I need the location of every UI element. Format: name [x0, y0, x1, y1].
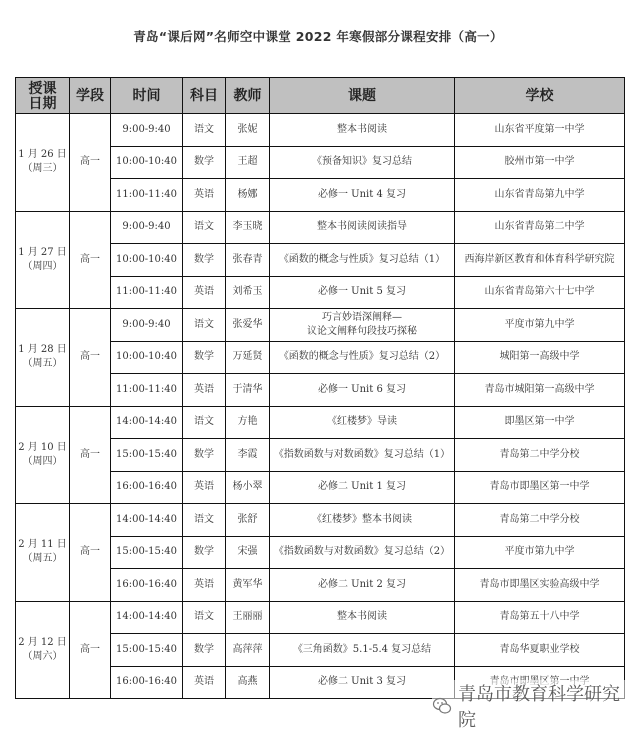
stage-cell: 高一: [70, 114, 111, 212]
subject-cell: 数学: [183, 536, 226, 569]
topic-cell: 必修一 Unit 5 复习: [270, 276, 455, 309]
date-cell: [16, 406, 70, 504]
teacher-cell: 黄军华: [226, 569, 270, 602]
schedule-table: [15, 77, 625, 699]
stage-cell: 高一: [70, 406, 111, 504]
teacher-cell: 李霞: [226, 439, 270, 472]
school-cell: 青岛市即墨区第一中学: [455, 471, 625, 504]
time-cell: 16:00-16:40: [111, 569, 183, 602]
time-cell: 10:00-10:40: [111, 146, 183, 179]
time-cell: 11:00-11:40: [111, 374, 183, 407]
date-label: 1 月 28 日: [18, 344, 67, 356]
topic-line2: 议论文阐释句段技巧探秘: [307, 325, 417, 337]
header-topic: 课题: [270, 78, 455, 114]
document-title: 青岛“课后网”名师空中课堂 2022 年寒假部分课程安排（高一）: [133, 29, 503, 44]
school-cell: 青岛第二中学分校: [455, 504, 625, 537]
date-cell: [16, 309, 70, 407]
weekday-label: （周五）: [22, 358, 63, 370]
subject-cell: 英语: [183, 276, 226, 309]
weekday-label: （周六）: [22, 650, 63, 662]
header-teacher: 教师: [226, 78, 270, 114]
header-subject: 科目: [183, 78, 226, 114]
stage-cell: 高一: [70, 309, 111, 407]
time-cell: 14:00-14:40: [111, 504, 183, 537]
date-label: 2 月 11 日: [18, 539, 67, 551]
subject-cell: 英语: [183, 374, 226, 407]
topic-cell: 《预备知识》复习总结: [270, 146, 455, 179]
header-stage: 学段: [70, 78, 111, 114]
school-cell: 山东省青岛第二中学: [455, 211, 625, 244]
time-cell: 10:00-10:40: [111, 244, 183, 277]
teacher-cell: 张舒: [226, 504, 270, 537]
time-cell: 9:00-9:40: [111, 211, 183, 244]
stage-cell: 高一: [70, 211, 111, 309]
teacher-cell: 张爱华: [226, 309, 270, 342]
topic-cell: 《函数的概念与性质》复习总结（2）: [270, 341, 455, 374]
header-row: [16, 78, 625, 114]
header-date: [16, 78, 70, 114]
time-cell: 9:00-9:40: [111, 114, 183, 147]
table-row: [16, 114, 625, 147]
weekday-label: （周三）: [22, 163, 63, 175]
header-date-line1: 授课: [28, 79, 57, 96]
topic-cell: 《指数函数与对数函数》复习总结（1）: [270, 439, 455, 472]
watermark-text: 青岛市教育科学研究院: [458, 684, 620, 731]
topic-cell: 《三角函数》5.1-5.4 复习总结: [270, 634, 455, 667]
teacher-cell: 高燕: [226, 666, 270, 699]
date-cell: [16, 114, 70, 212]
watermark: [432, 680, 636, 732]
time-cell: 9:00-9:40: [111, 309, 183, 342]
stage-cell: 高一: [70, 601, 111, 699]
topic-cell: 整本书阅读: [270, 601, 455, 634]
topic-cell: 《指数函数与对数函数》复习总结（2）: [270, 536, 455, 569]
header-school: 学校: [455, 78, 625, 114]
teacher-cell: 王超: [226, 146, 270, 179]
school-cell: 城阳第一高级中学: [455, 341, 625, 374]
weekday-label: （周四）: [22, 455, 63, 467]
time-cell: 16:00-16:40: [111, 666, 183, 699]
school-cell: 青岛华夏职业学校: [455, 634, 625, 667]
school-cell: 山东省青岛第九中学: [455, 179, 625, 212]
subject-cell: 英语: [183, 569, 226, 602]
topic-cell: 整本书阅读阅读指导: [270, 211, 455, 244]
subject-cell: 语文: [183, 504, 226, 537]
school-cell: 西海岸新区教育和体育科学研究院: [455, 244, 625, 277]
date-cell: [16, 601, 70, 699]
teacher-cell: 张春青: [226, 244, 270, 277]
topic-cell: 《红楼梦》导读: [270, 406, 455, 439]
topic-cell: 《函数的概念与性质》复习总结（1）: [270, 244, 455, 277]
subject-cell: 数学: [183, 146, 226, 179]
subject-cell: 语文: [183, 406, 226, 439]
teacher-cell: 张妮: [226, 114, 270, 147]
teacher-cell: 方艳: [226, 406, 270, 439]
subject-cell: 数学: [183, 244, 226, 277]
subject-cell: 语文: [183, 211, 226, 244]
date-cell: [16, 504, 70, 602]
subject-cell: 数学: [183, 439, 226, 472]
time-cell: 16:00-16:40: [111, 471, 183, 504]
topic-cell: 必修二 Unit 2 复习: [270, 569, 455, 602]
teacher-cell: 杨小翠: [226, 471, 270, 504]
school-cell: 青岛市即墨区实验高级中学: [455, 569, 625, 602]
date-label: 1 月 27 日: [18, 246, 67, 258]
subject-cell: 语文: [183, 309, 226, 342]
weekday-label: （周四）: [22, 260, 63, 272]
time-cell: 14:00-14:40: [111, 601, 183, 634]
topic-cell: 必修一 Unit 6 复习: [270, 374, 455, 407]
teacher-cell: 刘希玉: [226, 276, 270, 309]
subject-cell: 语文: [183, 114, 226, 147]
school-cell: 青岛第二中学分校: [455, 439, 625, 472]
topic-cell: 整本书阅读: [270, 114, 455, 147]
date-label: 2 月 10 日: [18, 441, 67, 453]
teacher-cell: 高萍萍: [226, 634, 270, 667]
table-row: [16, 601, 625, 634]
subject-cell: 英语: [183, 471, 226, 504]
school-cell: 山东省青岛第六十七中学: [455, 276, 625, 309]
weekday-label: （周五）: [22, 553, 63, 565]
school-cell: 即墨区第一中学: [455, 406, 625, 439]
subject-cell: 数学: [183, 634, 226, 667]
table-row: [16, 309, 625, 342]
topic-cell: 必修二 Unit 3 复习: [270, 666, 455, 699]
school-cell: 平度市第九中学: [455, 536, 625, 569]
school-cell: 平度市第九中学: [455, 309, 625, 342]
time-cell: 15:00-15:40: [111, 634, 183, 667]
topic-cell: 《红楼梦》整本书阅读: [270, 504, 455, 537]
school-cell: 青岛第五十八中学: [455, 601, 625, 634]
schedule-body: [16, 114, 625, 699]
topic-cell: [270, 309, 455, 342]
teacher-cell: 王丽丽: [226, 601, 270, 634]
topic-line1: 巧言妙语深阐释—: [322, 311, 402, 323]
header-date-line2: 日期: [28, 94, 57, 111]
teacher-cell: 宋强: [226, 536, 270, 569]
teacher-cell: 杨娜: [226, 179, 270, 212]
topic-cell: 必修一 Unit 4 复习: [270, 179, 455, 212]
table-row: [16, 406, 625, 439]
time-cell: 14:00-14:40: [111, 406, 183, 439]
table-row: [16, 504, 625, 537]
teacher-cell: 李玉晓: [226, 211, 270, 244]
teacher-cell: 于清华: [226, 374, 270, 407]
date-cell: [16, 211, 70, 309]
subject-cell: 数学: [183, 341, 226, 374]
school-cell: 山东省平度第一中学: [455, 114, 625, 147]
school-cell: 胶州市第一中学: [455, 146, 625, 179]
time-cell: 11:00-11:40: [111, 276, 183, 309]
header-time: 时间: [111, 78, 183, 114]
school-cell: 青岛市城阳第一高级中学: [455, 374, 625, 407]
teacher-cell: 万延贤: [226, 341, 270, 374]
stage-cell: 高一: [70, 504, 111, 602]
date-label: 1 月 26 日: [18, 149, 67, 161]
subject-cell: 英语: [183, 179, 226, 212]
table-row: [16, 211, 625, 244]
topic-cell: 必修二 Unit 1 复习: [270, 471, 455, 504]
time-cell: 11:00-11:40: [111, 179, 183, 212]
time-cell: 10:00-10:40: [111, 341, 183, 374]
time-cell: 15:00-15:40: [111, 536, 183, 569]
time-cell: 15:00-15:40: [111, 439, 183, 472]
subject-cell: 英语: [183, 666, 226, 699]
subject-cell: 语文: [183, 601, 226, 634]
wechat-icon: [432, 696, 452, 716]
date-label: 2 月 12 日: [18, 636, 67, 648]
